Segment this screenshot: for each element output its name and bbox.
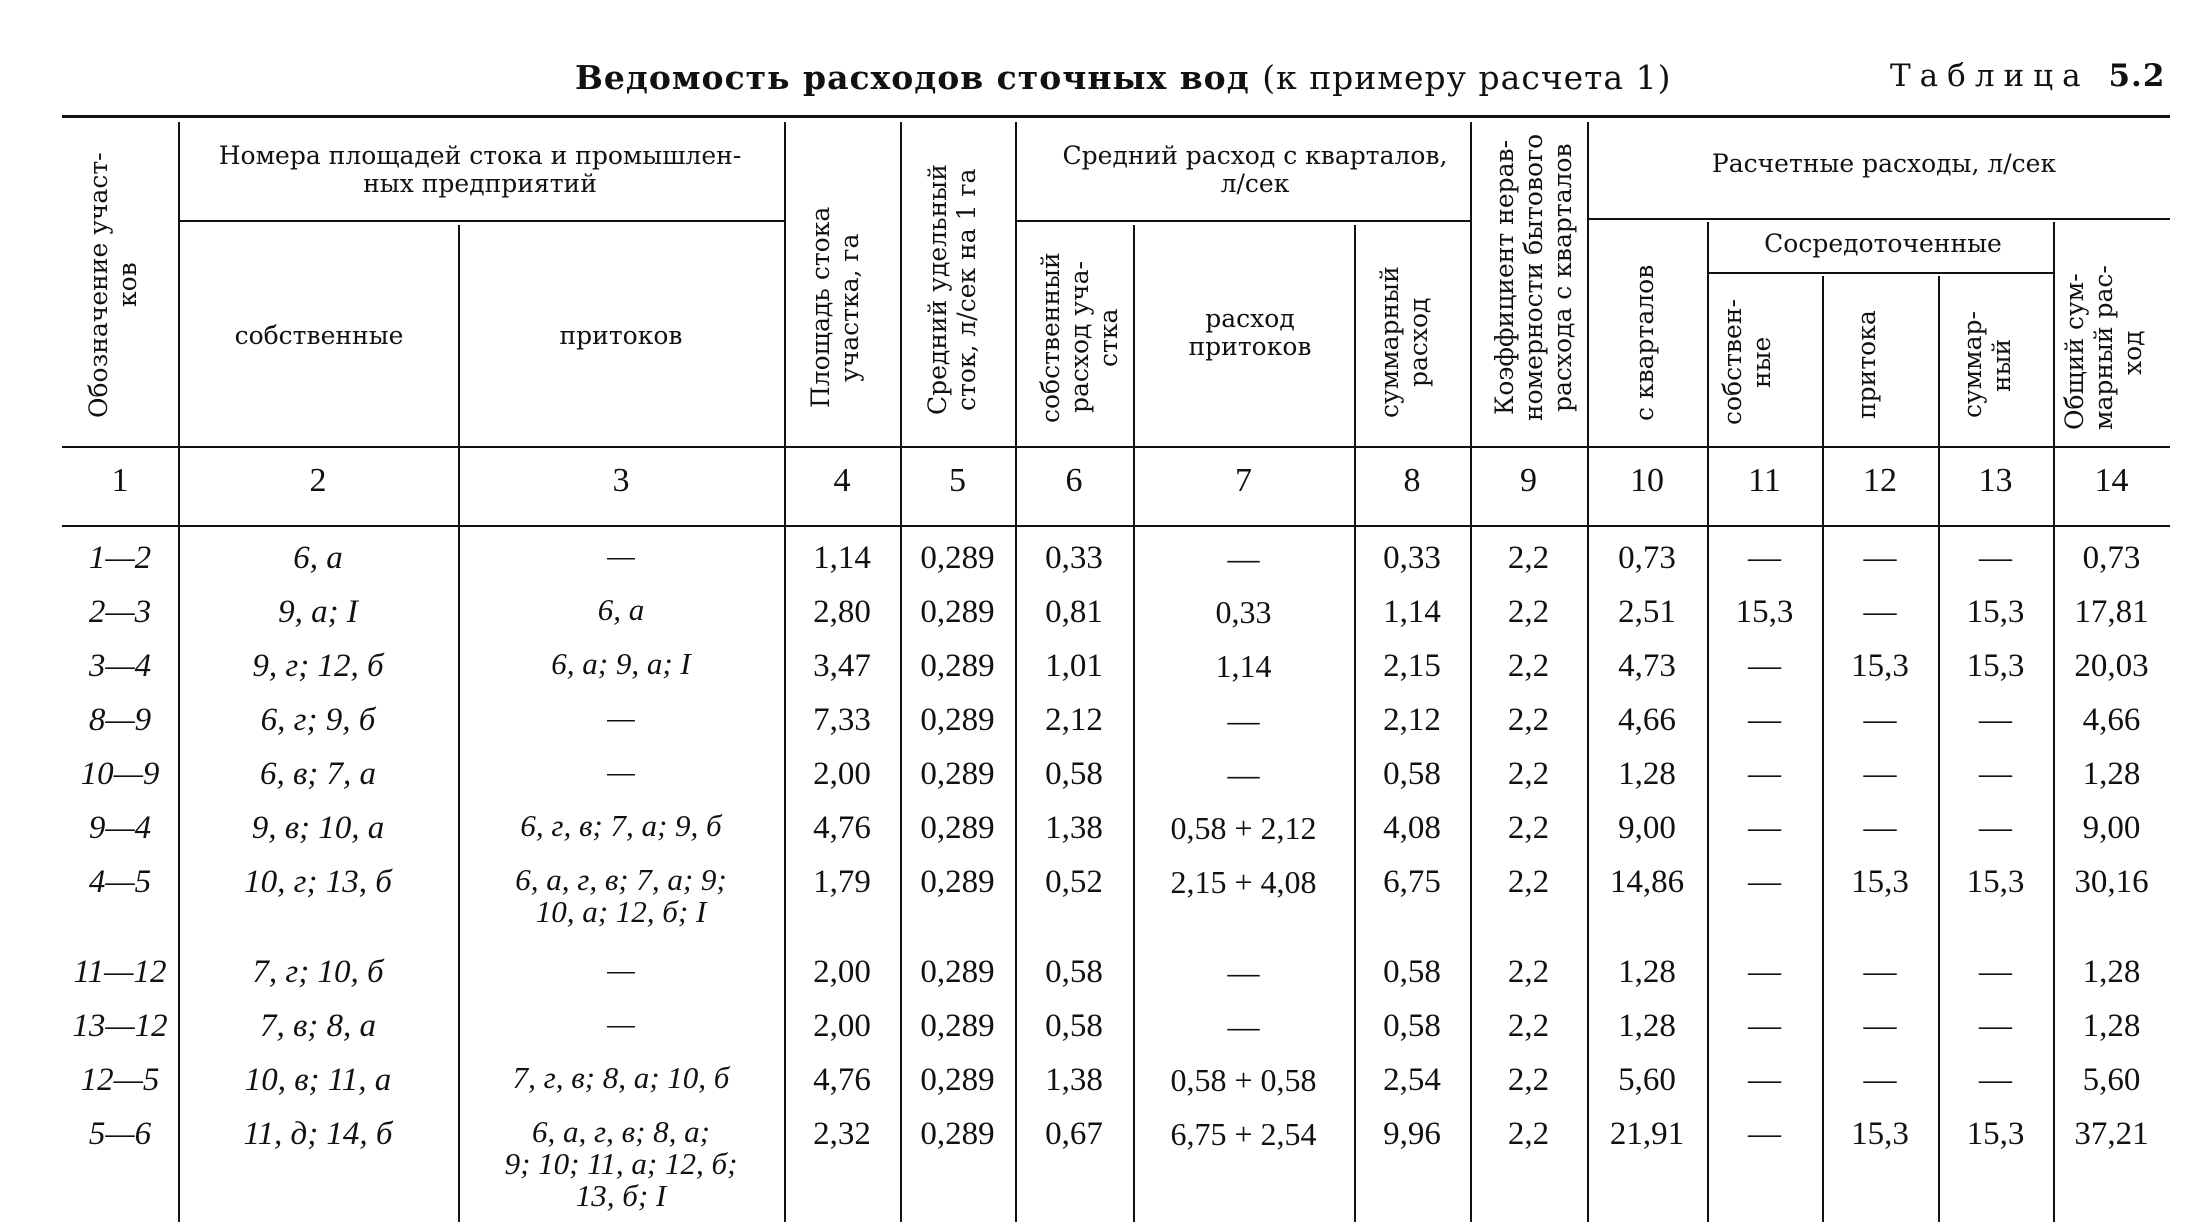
header-bottom-rule	[62, 446, 2170, 448]
group-concentrated-rule	[1708, 272, 2053, 274]
cell-q-blocks: 2,51	[1618, 594, 1676, 630]
cell-c-sum: —	[1979, 1062, 2012, 1098]
cell-c-sum: 15,3	[1966, 1116, 2025, 1152]
cell-inflow: 7, г, в; 8, а; 10, б	[512, 1060, 730, 1095]
cell-q-sum: 9,96	[1383, 1116, 1441, 1152]
cell-q-blocks: 4,73	[1618, 648, 1676, 684]
cell-c-sum: 15,3	[1966, 594, 2025, 630]
cell-k: 2,2	[1507, 810, 1550, 846]
cell-own: 6, г; 9, б	[260, 702, 376, 738]
cell-c-in: —	[1863, 594, 1897, 630]
cell-q-in: 0,58 + 2,12	[1170, 810, 1317, 846]
cell-inflow: —	[607, 1006, 635, 1041]
header-group-areas: Номера площадей стока и промышлен- ных предприятий	[218, 141, 742, 198]
cell-c-sum: —	[1979, 810, 2012, 846]
cell-c-sum: —	[1979, 1008, 2012, 1044]
cell-q-sum: 2,12	[1383, 702, 1441, 738]
cell-k: 2,2	[1507, 540, 1550, 576]
cell-inflow: 6, а, г, в; 8, а; 9; 10; 11, а; 12, б; 13, б; I	[504, 1114, 738, 1213]
column-number: 4	[833, 462, 851, 499]
cell-c-own: —	[1748, 648, 1781, 684]
cell-seg: 3—4	[88, 648, 152, 684]
cell-q-own: 0,58	[1045, 1008, 1103, 1044]
column-number: 12	[1863, 462, 1897, 499]
header-conc-inflow: притока	[1852, 310, 1881, 420]
cell-q-sum: 4,08	[1383, 810, 1441, 846]
cell-q-own: 0,33	[1045, 540, 1103, 576]
cell-c-in: —	[1863, 540, 1897, 576]
cell-c-own: —	[1748, 1062, 1781, 1098]
header-inflow: притоков	[559, 321, 683, 350]
cell-c-in: —	[1863, 702, 1897, 738]
cell-q-in: 2,15 + 4,08	[1170, 864, 1317, 900]
cell-c-own: —	[1748, 540, 1781, 576]
cell-spec: 0,289	[920, 864, 995, 900]
caption-title: Ведомость расходов сточных вод	[575, 58, 1250, 97]
cell-total: 37,21	[2074, 1116, 2149, 1152]
cell-seg: 13—12	[72, 1008, 168, 1044]
cell-c-in: —	[1863, 810, 1897, 846]
cell-total: 9,00	[2082, 810, 2141, 846]
cell-q-own: 2,12	[1045, 702, 1103, 738]
column-number: 7	[1235, 462, 1252, 499]
column-number: 13	[1978, 462, 2013, 499]
cell-k: 2,2	[1507, 1062, 1550, 1098]
cell-own: 9, г; 12, б	[252, 648, 384, 684]
cell-own: 7, в; 8, а	[259, 1008, 377, 1044]
header-own-flow: собственный расход уча- стка	[1036, 252, 1123, 423]
cell-k: 2,2	[1507, 702, 1550, 738]
header-total: Общий сум- марный рас- ход	[2060, 265, 2147, 430]
header-inflow-flow: расход притоков	[1188, 304, 1312, 361]
cell-q-own: 1,01	[1045, 648, 1103, 684]
caption-subtitle: (к примеру расчета 1)	[1262, 58, 1672, 97]
column-number: 6	[1065, 462, 1083, 499]
cell-c-sum: 15,3	[1966, 864, 2025, 900]
cell-area: 3,47	[813, 648, 871, 684]
cell-c-own: —	[1748, 1116, 1781, 1152]
cell-q-in: —	[1227, 756, 1260, 792]
cell-q-in: —	[1227, 954, 1260, 990]
cell-total: 5,60	[2082, 1062, 2141, 1098]
cell-q-sum: 2,54	[1383, 1062, 1441, 1098]
cell-c-sum: —	[1979, 954, 2012, 990]
cell-q-blocks: 1,28	[1618, 756, 1676, 792]
cell-spec: 0,289	[920, 540, 995, 576]
cell-own: 9, а; I	[278, 594, 358, 630]
cell-q-own: 0,58	[1045, 954, 1103, 990]
header-sum-flow: суммарный расход	[1375, 266, 1433, 419]
cell-c-in: —	[1863, 756, 1897, 792]
group-areas-rule	[180, 220, 785, 222]
column-number: 10	[1630, 462, 1664, 499]
cell-seg: 8—9	[88, 702, 152, 738]
cell-spec: 0,289	[920, 594, 995, 630]
cell-total: 4,66	[2082, 702, 2141, 738]
cell-spec: 0,289	[920, 702, 995, 738]
cell-q-blocks: 21,91	[1609, 1116, 1685, 1152]
cell-area: 7,33	[813, 702, 871, 738]
column-number: 2	[309, 462, 327, 499]
cell-spec: 0,289	[920, 954, 995, 990]
cell-q-in: —	[1227, 540, 1260, 576]
header-segment: Обозначение участ- ков	[84, 152, 142, 418]
cell-q-blocks: 14,86	[1609, 864, 1685, 900]
cell-c-own: 15,3	[1735, 594, 1794, 630]
cell-inflow: 6, а	[597, 592, 645, 627]
cell-k: 2,2	[1507, 864, 1550, 900]
cell-own: 9, в; 10, а	[251, 810, 385, 846]
column-number: 9	[1520, 462, 1537, 499]
cell-q-in: 0,58 + 0,58	[1170, 1062, 1317, 1098]
cell-spec: 0,289	[920, 1116, 995, 1152]
cell-q-in: —	[1227, 1008, 1260, 1044]
cell-total: 20,03	[2074, 648, 2149, 684]
cell-seg: 11—12	[73, 954, 167, 990]
cell-k: 2,2	[1507, 1008, 1550, 1044]
cell-area: 2,32	[813, 1116, 871, 1152]
cell-inflow: —	[607, 538, 635, 573]
header-conc-sum: суммар- ный	[1958, 311, 2016, 419]
cell-area: 2,00	[813, 756, 871, 792]
table-top-rule	[62, 115, 2170, 118]
header-area: Площадь стока участка, га	[806, 206, 864, 409]
column-number: 3	[612, 462, 630, 499]
cell-area: 2,80	[813, 594, 871, 630]
cell-inflow: 6, а; 9, а; I	[551, 646, 691, 681]
cell-area: 1,14	[813, 540, 871, 576]
cell-c-sum: —	[1979, 702, 2012, 738]
cell-q-in: —	[1227, 702, 1260, 738]
cell-q-blocks: 4,66	[1618, 702, 1676, 738]
cell-c-in: —	[1863, 1062, 1897, 1098]
column-number: 5	[949, 462, 966, 499]
header-group-calculated: Расчетные расходы, л/сек	[1711, 149, 2057, 178]
cell-own: 10, г; 13, б	[244, 864, 392, 900]
group-calculated-rule	[1588, 218, 2170, 220]
cell-total: 17,81	[2074, 594, 2149, 630]
cell-total: 1,28	[2082, 954, 2141, 990]
cell-inflow: 6, а, г, в; 7, а; 9; 10, а; 12, б; I	[515, 862, 727, 929]
cell-q-blocks: 5,60	[1618, 1062, 1676, 1098]
cell-total: 1,28	[2082, 1008, 2141, 1044]
cell-seg: 2—3	[88, 594, 152, 630]
cell-q-sum: 0,33	[1383, 540, 1441, 576]
cell-q-own: 1,38	[1045, 810, 1103, 846]
cell-c-own: —	[1748, 864, 1781, 900]
cell-c-in: —	[1863, 1008, 1897, 1044]
cell-q-blocks: 1,28	[1618, 954, 1676, 990]
cell-c-in: 15,3	[1851, 1116, 1909, 1152]
cell-seg: 4—5	[88, 864, 152, 900]
cell-own: 11, д; 14, б	[243, 1116, 393, 1152]
cell-q-in: 1,14	[1215, 648, 1272, 684]
cell-k: 2,2	[1507, 648, 1550, 684]
group-average-rule	[1016, 220, 1470, 222]
cell-inflow: 6, г, в; 7, а; 9, б	[520, 808, 722, 843]
cell-k: 2,2	[1507, 756, 1550, 792]
cell-seg: 10—9	[80, 756, 160, 792]
cell-c-sum: —	[1979, 756, 2012, 792]
cell-inflow: —	[607, 754, 635, 789]
number-row-bottom-rule	[62, 525, 2170, 527]
cell-q-sum: 0,58	[1383, 756, 1441, 792]
header-group-average: Средний расход с кварталов, л/сек	[1062, 141, 1448, 198]
cell-q-own: 0,81	[1045, 594, 1103, 630]
cell-inflow: —	[607, 952, 635, 987]
cell-area: 2,00	[813, 954, 871, 990]
cell-area: 1,79	[813, 864, 871, 900]
cell-q-in: 6,75 + 2,54	[1170, 1116, 1317, 1152]
cell-inflow: —	[607, 700, 635, 735]
cell-q-own: 0,67	[1045, 1116, 1103, 1152]
cell-own: 10, в; 11, а	[244, 1062, 392, 1098]
cell-q-sum: 2,15	[1383, 648, 1441, 684]
cell-c-sum: —	[1979, 540, 2012, 576]
cell-k: 2,2	[1507, 594, 1550, 630]
column-number: 11	[1748, 462, 1781, 499]
cell-q-own: 1,38	[1045, 1062, 1103, 1098]
cell-total: 1,28	[2082, 756, 2141, 792]
header-conc-own: собствен- ные	[1718, 299, 1776, 426]
cell-own: 7, г; 10, б	[252, 954, 384, 990]
header-specific-flow: Средний удельный сток, л/сек на 1 га	[923, 164, 981, 416]
column-number: 14	[2094, 462, 2129, 499]
header-own: собственные	[234, 321, 404, 350]
cell-c-own: —	[1748, 810, 1781, 846]
table-label-word: Таблица	[1890, 58, 2090, 94]
cell-k: 2,2	[1507, 954, 1550, 990]
cell-total: 30,16	[2074, 864, 2149, 900]
cell-spec: 0,289	[920, 648, 995, 684]
table-number: 5.2	[2108, 58, 2166, 94]
cell-c-own: —	[1748, 1008, 1781, 1044]
cell-c-own: —	[1748, 702, 1781, 738]
table-label	[1890, 58, 2165, 94]
cell-c-own: —	[1748, 756, 1781, 792]
cell-k: 2,2	[1507, 1116, 1550, 1152]
cell-q-sum: 6,75	[1383, 864, 1441, 900]
cell-seg: 9—4	[88, 810, 152, 846]
cell-q-sum: 0,58	[1383, 1008, 1441, 1044]
cell-c-in: 15,3	[1851, 648, 1909, 684]
header-from-blocks: с кварталов	[1630, 264, 1659, 421]
cell-q-sum: 0,58	[1383, 954, 1441, 990]
cell-area: 4,76	[813, 1062, 871, 1098]
cell-area: 2,00	[813, 1008, 871, 1044]
cell-q-blocks: 1,28	[1618, 1008, 1676, 1044]
header-group-concentrated: Сосредоточенные	[1764, 229, 2002, 258]
cell-c-own: —	[1748, 954, 1781, 990]
cell-area: 4,76	[813, 810, 871, 846]
cell-seg: 5—6	[88, 1116, 152, 1152]
cell-own: 6, в; 7, а	[259, 756, 377, 792]
cell-seg: 12—5	[80, 1062, 160, 1098]
cell-q-in: 0,33	[1215, 594, 1272, 630]
cell-spec: 0,289	[920, 1062, 995, 1098]
cell-q-blocks: 9,00	[1618, 810, 1676, 846]
cell-spec: 0,289	[920, 756, 995, 792]
cell-seg: 1—2	[88, 540, 152, 576]
cell-total: 0,73	[2082, 540, 2141, 576]
column-number: 1	[111, 462, 129, 499]
cell-q-blocks: 0,73	[1618, 540, 1676, 576]
cell-q-own: 0,58	[1045, 756, 1103, 792]
cell-c-in: 15,3	[1851, 864, 1909, 900]
cell-q-own: 0,52	[1045, 864, 1103, 900]
cell-q-sum: 1,14	[1383, 594, 1441, 630]
cell-spec: 0,289	[920, 1008, 995, 1044]
header-coefficient: Коэффициент нерав- номерности бытового расхода с кварталов	[1490, 133, 1577, 422]
cell-spec: 0,289	[920, 810, 995, 846]
column-number: 8	[1403, 462, 1421, 499]
cell-c-in: —	[1863, 954, 1897, 990]
cell-c-sum: 15,3	[1966, 648, 2025, 684]
cell-own: 6, а	[293, 540, 343, 576]
table-caption	[575, 58, 1671, 97]
